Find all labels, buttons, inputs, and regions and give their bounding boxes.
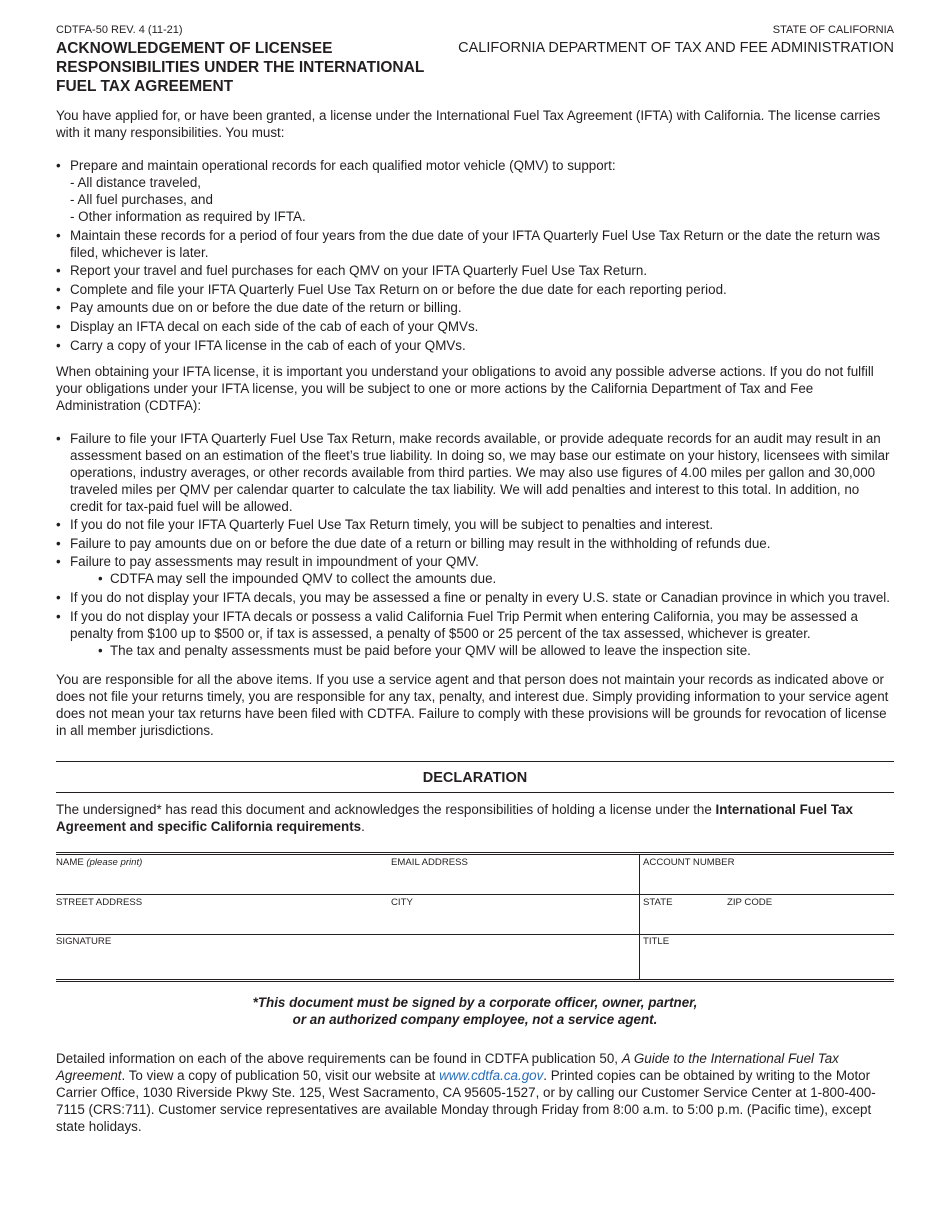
sub-item: • CDTFA may sell the impounded QMV to collect the amounts due. bbox=[70, 570, 894, 587]
form-title-line: FUEL TAX AGREEMENT bbox=[56, 78, 234, 95]
footer-paragraph bbox=[56, 1050, 894, 1135]
divider bbox=[639, 855, 640, 979]
list-item: • If you do not file your IFTA Quarterly Fuel Use Tax Return timely, you will be subject to penalties and interest. bbox=[56, 516, 894, 533]
responsibilities-list bbox=[56, 157, 894, 354]
name-hint: (please print) bbox=[86, 856, 143, 868]
list-item: • Report your travel and fuel purchases for each QMV on your IFTA Quarterly Fuel Use Tax Return. bbox=[56, 262, 894, 279]
list-item: • Failure to pay amounts due on or before the due date of a return or billing may result in the withholding of refunds due. bbox=[56, 535, 894, 552]
signature-grid bbox=[56, 852, 894, 982]
email-field[interactable]: EMAIL ADDRESS bbox=[391, 856, 468, 868]
declaration-title: DECLARATION bbox=[56, 762, 894, 793]
obligations-paragraph: When obtaining your IFTA license, it is important you understand your obligations to avoid any possible adverse actions. If you do not fulfill your obligations under your IFTA license, you will be subject to one or more actions by the California Department of Tax and Fee Administration (CDTFA): bbox=[56, 363, 874, 413]
form-title-line: ACKNOWLEDGEMENT OF LICENSEE bbox=[56, 40, 333, 57]
zip-code-field[interactable]: ZIP CODE bbox=[727, 896, 773, 908]
form-id: CDTFA-50 REV. 4 (11-21) bbox=[56, 24, 183, 36]
list-item: • Complete and file your IFTA Quarterly Fuel Use Tax Return on or before the due date for each reporting period. bbox=[56, 281, 894, 298]
street-address-field[interactable]: STREET ADDRESS bbox=[56, 896, 143, 908]
form-header bbox=[56, 24, 894, 94]
form-title-line: RESPONSIBILITIES UNDER THE INTERNATIONAL bbox=[56, 59, 425, 76]
footer-text: . To view a copy of publication 50, visit our website at bbox=[121, 1067, 440, 1083]
signature-notice bbox=[56, 994, 894, 1028]
divider bbox=[56, 894, 894, 895]
footer-text: Detailed information on each of the above requirements can be found in CDTFA publication 50, bbox=[56, 1050, 622, 1066]
declaration-text bbox=[56, 801, 894, 835]
name-label: NAME bbox=[56, 856, 84, 868]
list-item bbox=[56, 553, 894, 587]
website-link[interactable]: www.cdtfa.ca.gov bbox=[439, 1067, 544, 1083]
list-item-text: • If you do not display your IFTA decals or possess a valid California Fuel Trip Permit when entering California, you may be assessed a penalty from $100 up to $500 or, if tax is assessed, a penalty of $500 or 25 percent of the tax assessed, whichever is greater. bbox=[70, 608, 858, 641]
list-item bbox=[56, 157, 894, 225]
list-item: • Pay amounts due on or before the due date of the return or billing. bbox=[56, 299, 894, 316]
list-item: • Carry a copy of your IFTA license in the cab of each of your QMVs. bbox=[56, 337, 894, 354]
city-field[interactable]: CITY bbox=[391, 896, 413, 908]
declaration-text-end: . bbox=[361, 818, 365, 834]
title-field[interactable]: TITLE bbox=[643, 935, 670, 947]
name-field[interactable] bbox=[56, 857, 142, 868]
responsibility-paragraph: You are responsible for all the above items. If you use a service agent and that person does not maintain your records as indicated above or does not file your returns timely, you are responsible for any tax, penalty, and interest due. Simply providing information to your service agent does not mean your tax returns have been filed with CDTFA. Failure to comply with these provisions will be grounds for revocation of license in all member jurisdictions. bbox=[56, 671, 889, 738]
footer-text: . Printed copies can be obtained by writing to the Motor Carrier Office, 1030 Riverside Pkwy Ste. 125, West Sacramento, CA 95605-1527, or by calling our Customer Service Center at 1-800-400-7115 (CRS:711). Customer service representatives are available Monday through Friday from 8:00 a.m. to 5:00 p.m. (Pacific time), except state holidays. bbox=[56, 1067, 876, 1134]
declaration-text-bold: International Fuel Tax Agreement and specific California requirements bbox=[56, 801, 853, 834]
form-title bbox=[56, 39, 456, 96]
sub-item: - All distance traveled, bbox=[70, 175, 201, 190]
account-number-field[interactable]: ACCOUNT NUMBER bbox=[643, 856, 735, 868]
list-item: • If you do not display your IFTA decals, you may be assessed a fine or penalty in every U.S. state or Canadian province in which you travel. bbox=[56, 589, 894, 606]
state-field[interactable]: STATE bbox=[643, 896, 673, 908]
list-item-text: • Failure to pay assessments may result in impoundment of your QMV. bbox=[70, 554, 479, 570]
notice-line: or an authorized company employee, not a service agent. bbox=[292, 1011, 658, 1027]
list-item-text: • Prepare and maintain operational records for each qualified motor vehicle (QMV) to support: bbox=[70, 158, 616, 173]
notice-line: *This document must be signed by a corporate officer, owner, partner, bbox=[252, 994, 698, 1010]
declaration-text-start: The undersigned* has read this document and acknowledges the responsibilities of holding a license under the bbox=[56, 801, 716, 817]
publication-title: A Guide to the International Fuel Tax Agreement bbox=[56, 1050, 839, 1083]
sub-item: - Other information as required by IFTA. bbox=[70, 209, 306, 224]
sub-item: • The tax and penalty assessments must be paid before your QMV will be allowed to leave the inspection site. bbox=[70, 642, 894, 659]
divider bbox=[56, 934, 894, 935]
sub-item: - All fuel purchases, and bbox=[70, 192, 213, 207]
list-item: • Failure to file your IFTA Quarterly Fuel Use Tax Return, make records available, or provide adequate records for an audit may result in an assessment based on an estimation of the fleet’s true liability. In doing so, we may base our estimate on your history, licensees with similar operations, industry averages, or other records available from third parties. We may also use figures of 4.00 miles per gallon and 30,000 traveled miles per QMV per calendar quarter to calculate the tax liability. We will add penalties and interest to this total. In addition, no credit for tax-paid fuel will be allowed. bbox=[56, 430, 894, 515]
list-item: • Maintain these records for a period of four years from the due date of your IFTA Quarterly Fuel Use Tax Return or the date the return was filed, whichever is later. bbox=[56, 227, 894, 261]
list-item bbox=[56, 608, 894, 659]
agency-name: CALIFORNIA DEPARTMENT OF TAX AND FEE ADMINISTRATION bbox=[458, 40, 894, 56]
signature-field[interactable]: SIGNATURE bbox=[56, 935, 112, 947]
list-item: • Display an IFTA decal on each side of the cab of each of your QMVs. bbox=[56, 318, 894, 335]
actions-list bbox=[56, 430, 894, 659]
intro-paragraph: You have applied for, or have been granted, a license under the International Fuel Tax Agreement (IFTA) with California. The license carries with it many responsibilities. You must: bbox=[56, 108, 881, 140]
form-page bbox=[56, 24, 894, 1135]
state-label: STATE OF CALIFORNIA bbox=[772, 24, 894, 36]
